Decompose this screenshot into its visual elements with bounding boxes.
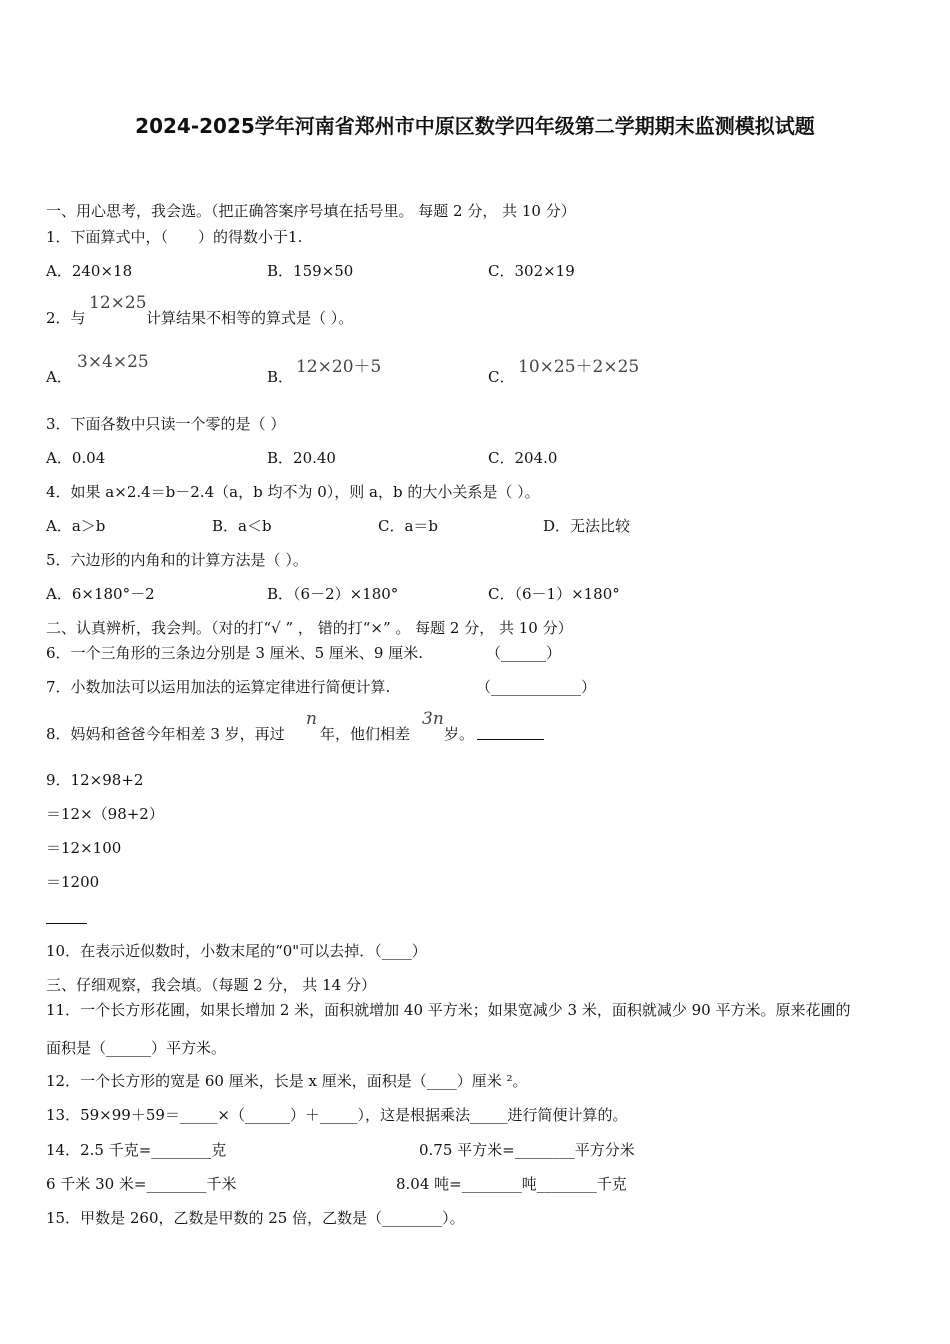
q3-stem: 3．下面各数中只读一个零的是（ ）	[46, 415, 286, 433]
q5-option-c: C．（6－1）×180°	[488, 585, 620, 603]
q14-part-b: 0.75 平方米=________平方分米	[419, 1141, 635, 1159]
q1-option-a: A．240×18	[46, 262, 133, 280]
q8-math-3n: 3n	[422, 709, 444, 729]
q4-option-a: A．a＞b	[46, 517, 106, 535]
q14-part-c: 6 千米 30 米=________千米	[46, 1175, 237, 1193]
q11-line-2: 面积是（______）平方米。	[46, 1039, 227, 1057]
section-2-heading: 二、认真辨析，我会判。（对的打“√ ” ， 错的打“×” 。 每题 2 分， 共 10 分）	[46, 619, 573, 637]
q2-stem-pre: 2．与	[46, 309, 86, 327]
q3-option-c: C．204.0	[488, 449, 558, 467]
q8-stem-post: 岁。	[444, 725, 475, 743]
q11-line-1: 11．一个长方形花圃，如果长增加 2 米，面积就增加 40 平方米；如果宽减少 3 米，面积就减少 90 平方米。原来花圃的	[46, 1001, 851, 1019]
q9-line-3: ＝12×100	[46, 839, 122, 857]
q14-part-a: 14．2.5 千克=________克	[46, 1141, 227, 1159]
q7-stem: 7．小数加法可以运用加法的运算定律进行简便计算.	[46, 678, 391, 696]
q2-option-b-label: B．	[267, 368, 294, 386]
q9-line-4: ＝1200	[46, 873, 100, 891]
q2-option-b-math: 12×20＋5	[296, 357, 382, 377]
q4-option-d: D．无法比较	[543, 517, 631, 535]
q9-line-2: ＝12×（98+2）	[46, 805, 164, 823]
q9-line-1: 9．12×98+2	[46, 771, 144, 789]
q4-option-c: C．a＝b	[378, 517, 439, 535]
q3-option-b: B．20.40	[267, 449, 336, 467]
section-1-heading: 一、用心思考，我会选。（把正确答案序号填在括号里。 每题 2 分， 共 10 分）	[46, 202, 576, 220]
q2-option-a-label: A．	[46, 368, 72, 386]
q5-stem: 5．六边形的内角和的计算方法是（ ）。	[46, 551, 308, 569]
q5-option-a: A．6×180°－2	[46, 585, 155, 603]
q8-stem-pre: 8．妈妈和爸爸今年相差 3 岁，再过	[46, 725, 285, 743]
q8-stem-mid: 年，他们相差	[320, 725, 411, 743]
q10-stem: 10．在表示近似数时，小数末尾的“0"可以去掉．（____）	[46, 942, 427, 960]
q2-option-c-label: C．	[488, 368, 515, 386]
q5-option-b: B．（6－2）×180°	[267, 585, 399, 603]
q6-stem: 6．一个三角形的三条边分别是 3 厘米、5 厘米、9 厘米.	[46, 644, 424, 662]
q2-stem-math: 12×25	[89, 293, 147, 313]
q4-stem: 4．如果 a×2.4＝b－2.4（a，b 均不为 0），则 a，b 的大小关系是（ ）。	[46, 483, 540, 501]
q6-answer-blank: （______）	[486, 644, 562, 662]
q1-option-c: C．302×19	[488, 262, 575, 280]
q9-answer-line	[46, 909, 87, 924]
q1-stem: 1．下面算式中，（ ）的得数小于1.	[46, 228, 303, 246]
q13-stem: 13．59×99＋59＝_____×（______）＋_____），这是根据乘法_____进行简便计算的。	[46, 1106, 628, 1124]
q4-option-b: B．a＜b	[212, 517, 272, 535]
q12-stem: 12．一个长方形的宽是 60 厘米，长是 x 厘米，面积是（____）厘米 ²。	[46, 1072, 528, 1090]
q2-option-c-math: 10×25＋2×25	[518, 357, 640, 377]
q15-stem: 15．甲数是 260，乙数是甲数的 25 倍，乙数是（________）。	[46, 1209, 465, 1227]
q7-answer-blank: （____________）	[476, 678, 597, 696]
q1-option-b: B．159×50	[267, 262, 354, 280]
q3-option-a: A．0.04	[46, 449, 106, 467]
q14-part-d: 8.04 吨=________吨________千克	[396, 1175, 627, 1193]
q2-option-a-math: 3×4×25	[77, 352, 149, 372]
q8-answer-line	[477, 725, 544, 740]
q2-stem-post: 计算结果不相等的算式是（ ）。	[146, 309, 354, 327]
page-title: 2024-2025学年河南省郑州市中原区数学四年级第二学期期末监测模拟试题	[135, 114, 815, 138]
section-3-heading: 三、仔细观察，我会填。（每题 2 分， 共 14 分）	[46, 976, 376, 994]
q8-math-n: n	[306, 709, 317, 729]
